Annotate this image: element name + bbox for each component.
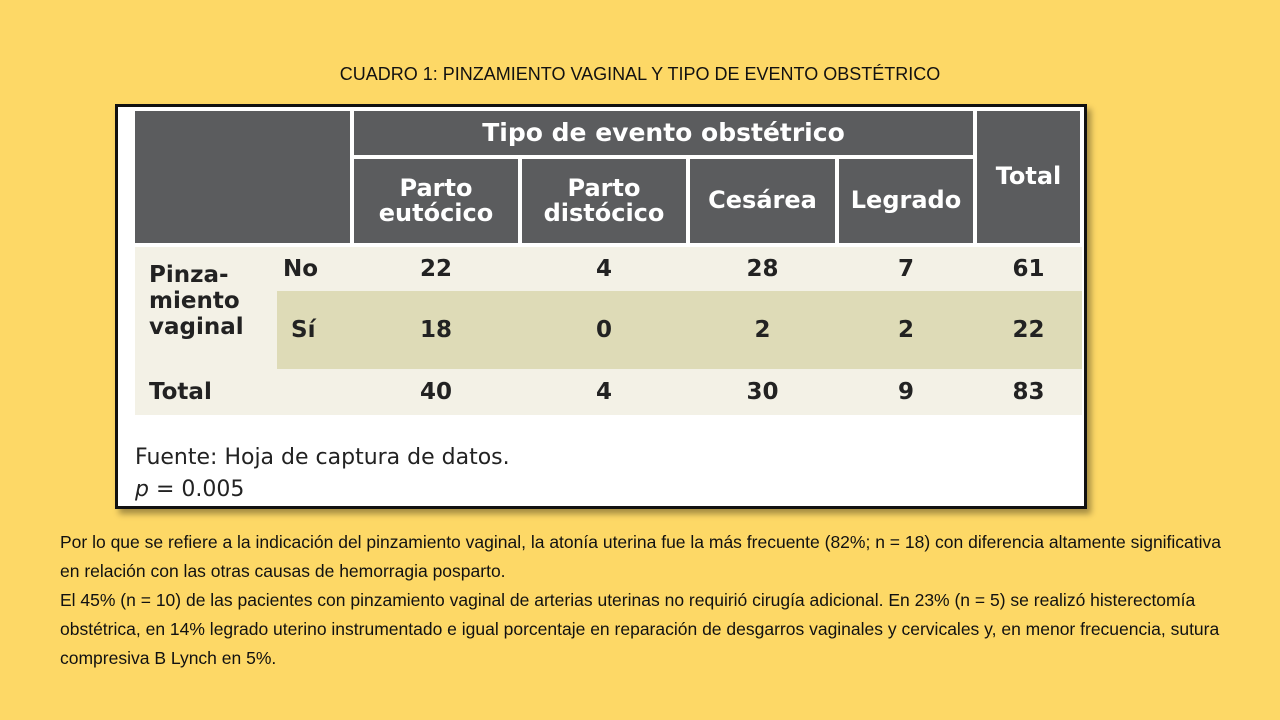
column-header-parto-distocico: Parto distócico	[522, 159, 686, 243]
cell-no-cesarea: 28	[746, 256, 779, 282]
p-value-note	[135, 477, 244, 502]
cell-total-legrado: 9	[897, 379, 914, 405]
table-source-note: Fuente: Hoja de captura de datos.	[135, 445, 510, 470]
row-group-label: Pinza- miento vaginal	[149, 262, 244, 340]
cell-si-legrado: 2	[897, 317, 914, 343]
data-table	[135, 111, 1082, 415]
cell-total-parto-eutocico: 40	[419, 379, 452, 405]
column-header-cesarea: Cesárea	[690, 159, 835, 243]
cell-no-parto-distocico: 4	[595, 256, 612, 282]
cell-si-cesarea: 2	[754, 317, 771, 343]
group-header: Tipo de evento obstétrico	[354, 111, 973, 155]
slide-title: CUADRO 1: PINZAMIENTO VAGINAL Y TIPO DE EVENTO OBSTÉTRICO	[339, 64, 941, 84]
paragraph-2: El 45% (n = 10) de las pacientes con pinzamiento vaginal de arterias uterinas no requirió cirugía adicional. En 23% (n = 5) se realizó histerectomía obstétrica, en 14% legrado uterino instrumentado e igual porcentaje en reparación de desgarros vaginales y cervicales y, en menor frecuencia, sutura compresiva B Lynch en 5%.	[60, 590, 1220, 668]
column-header-total: Total	[977, 111, 1080, 243]
cell-total-parto-distocico: 4	[595, 379, 612, 405]
p-letter: p	[135, 477, 149, 502]
cell-no-total: 61	[1012, 256, 1045, 282]
p-value: = 0.005	[148, 477, 245, 502]
cell-si-parto-eutocico: 18	[419, 317, 452, 343]
cell-no-legrado: 7	[897, 256, 914, 282]
cell-si-total: 22	[1012, 317, 1045, 343]
cell-no-parto-eutocico: 22	[419, 256, 452, 282]
paragraph-1: Por lo que se refiere a la indicación del pinzamiento vaginal, la atonía uterina fue la más frecuente (82%; n = 18) con diferencia altamente significativa en relación con las otras causas de hemorragia posparto.	[60, 532, 1222, 581]
cell-si-parto-distocico: 0	[595, 317, 612, 343]
column-header-parto-eutocico: Parto eutócico	[354, 159, 518, 243]
body-text	[60, 528, 1240, 673]
cell-grand-total: 83	[1012, 379, 1045, 405]
table-image-frame	[115, 104, 1087, 509]
row-label-si: Sí	[291, 317, 316, 343]
row-label-no: No	[283, 256, 319, 282]
cell-total-cesarea: 30	[746, 379, 779, 405]
header-corner-cell	[135, 111, 350, 243]
row-label-total: Total	[149, 379, 212, 405]
column-header-legrado: Legrado	[839, 159, 973, 243]
